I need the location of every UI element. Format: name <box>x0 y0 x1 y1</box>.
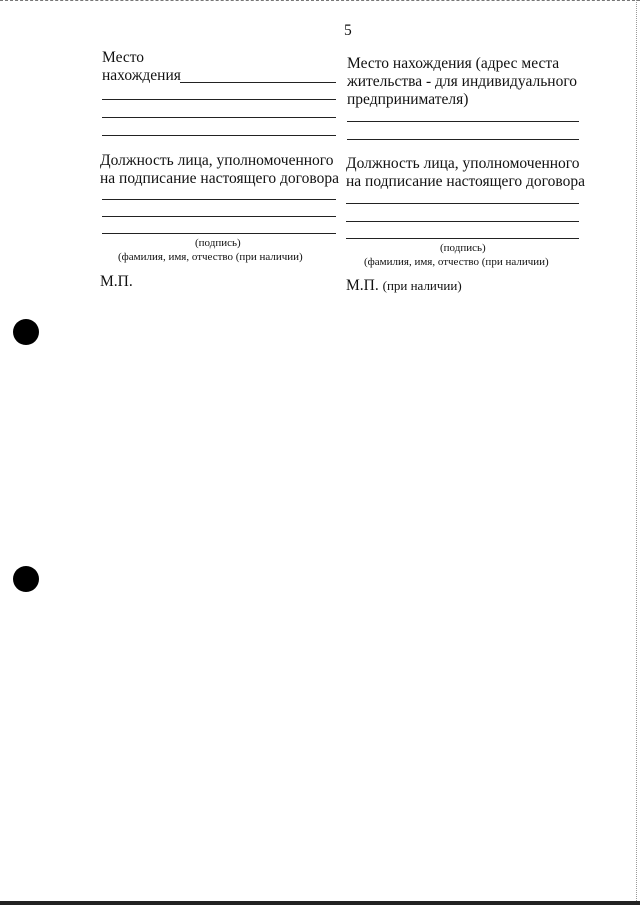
left-location-label-1: Место <box>102 49 145 66</box>
left-name-caption: (фамилия, имя, отчество (при наличии) <box>118 251 303 263</box>
left-position-label-1: Должность лица, уполномоченного <box>100 152 334 169</box>
left-signature-caption: (подпись) <box>195 237 241 249</box>
left-location-line-1 <box>180 82 336 83</box>
left-position-line-2 <box>102 216 336 217</box>
scan-edge-bottom <box>0 901 640 905</box>
left-location-label-2: нахождения <box>102 67 181 84</box>
right-location-line-2 <box>347 139 579 140</box>
right-position-line-2 <box>346 221 579 222</box>
right-signature-line <box>346 238 579 239</box>
left-position-line-1 <box>102 199 336 200</box>
punch-hole-top <box>13 319 39 345</box>
right-seal-note: (при наличии) <box>382 278 462 293</box>
right-position-label-2: на подписание настоящего договора <box>346 173 585 190</box>
left-location-line-4 <box>102 135 336 136</box>
right-seal-main: М.П. <box>346 277 379 294</box>
right-location-label-2: жительства - для индивидуального <box>347 73 578 90</box>
scan-edge-right <box>636 0 637 905</box>
right-position-line-1 <box>346 203 579 204</box>
left-location-line-3 <box>102 117 336 118</box>
right-location-line-1 <box>347 121 579 122</box>
right-seal-label <box>346 276 462 296</box>
left-signature-line <box>102 233 336 234</box>
page-number: 5 <box>344 22 352 39</box>
right-location-label-3: предпринимателя) <box>347 91 469 108</box>
left-location-line-2 <box>102 99 336 100</box>
scan-edge-top <box>0 0 640 1</box>
right-location-label-1: Место нахождения (адрес места <box>347 55 560 72</box>
right-signature-caption: (подпись) <box>440 242 486 254</box>
right-name-caption: (фамилия, имя, отчество (при наличии) <box>364 256 549 268</box>
left-seal-label: М.П. <box>100 273 133 290</box>
right-position-label-1: Должность лица, уполномоченного <box>346 155 580 172</box>
left-position-label-2: на подписание настоящего договора <box>100 170 339 187</box>
punch-hole-bottom <box>13 566 39 592</box>
